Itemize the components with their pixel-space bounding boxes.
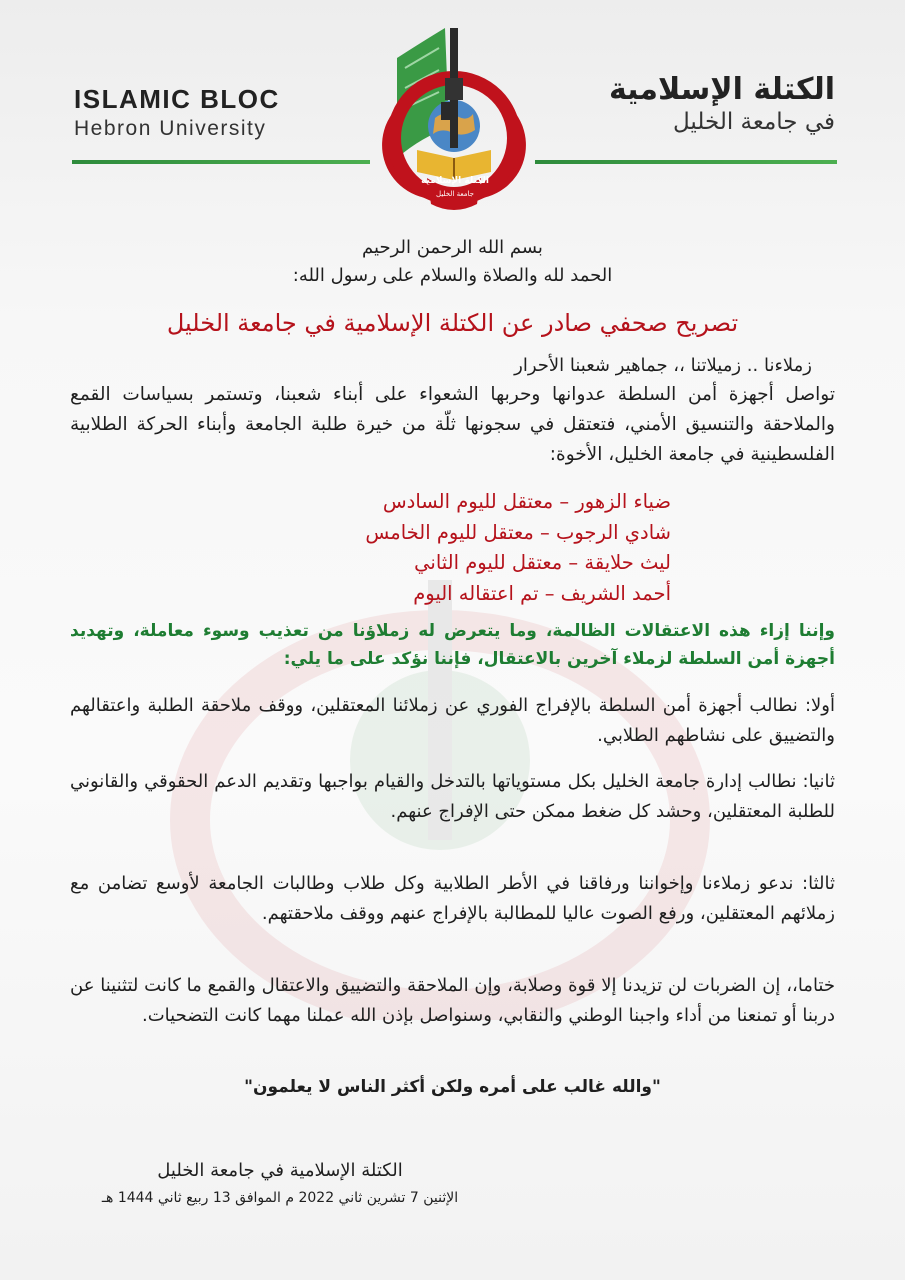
greeting: زملاءنا .. زميلاتنا ،، جماهير شعبنا الأحرار [514,355,812,376]
islamic-bloc-logo [375,18,533,218]
detainees-list [191,487,671,609]
basmala: بسم الله الرحمن الرحيم [362,237,543,258]
header-divider-left [72,160,370,164]
opening-praise: الحمد لله والصلاة والسلام على رسول الله: [292,265,613,286]
point-first: أولا: نطالب أجهزة أمن السلطة بالإفراج الفوري عن زملائنا المعتقلين، ووقف ملاحقة الطلبة واعتقالهم والتضييق على نشاطهم الطلابي. [70,695,835,746]
header-en-subtitle: Hebron University [74,117,267,140]
quran-quote: "والله غالب على أمره ولكن أكثر الناس لا يعلمون" [244,1077,661,1097]
statement-title: تصريح صحفي صادر عن الكتلة الإسلامية في جامعة الخليل [166,309,739,337]
signature-org: الكتلة الإسلامية في جامعة الخليل [157,1160,403,1181]
detainee-item: شادي الرجوب – معتقل لليوم الخامس [365,520,671,544]
signature-date: الإثنين 7 تشرين ثاني 2022 م الموافق 13 ربيع ثاني 1444 هـ [101,1190,459,1206]
header-en-title: ISLAMIC BLOC [74,84,280,114]
intro-paragraph: تواصل أجهزة أمن السلطة عدوانها وحربها الشعواء على أبناء شعبنا، وتستمر بسياسات القمع والملاحقة والتنسيق الأمني، فتعتقل في سجونها ثلّة من خيرة طلبة الجامعة وأبناء الحركة الطلابية الفلسطينية في جامعة الخليل، الأخوة: [70,384,835,465]
logo-text: الكتلة الإسلامية [421,176,489,186]
header-arabic [515,72,835,135]
detainee-item: ضياء الزهور – معتقل لليوم السادس [382,490,671,513]
header-divider-right [535,160,837,164]
detainee-item: ليث حلايقة – معتقل لليوم الثاني [414,551,671,574]
point-third: ثالثا: ندعو زملاءنا وإخواننا ورفاقنا في الأطر الطلابية وكل طلاب وطالبات الجامعة لأوسع تضامن مع زملائهم المعتقلين، ورفع الصوت عاليا للمطالبة بالإفراج عنهم ووقف ملاحقتهم. [70,873,835,924]
detainee-item: أحمد الشريف – تم اعتقاله اليوم [413,581,671,605]
closing-paragraph: ختاما،، إن الضربات لن تزيدنا إلا قوة وصلابة، وإن الملاحقة والتضييق والاعتقال والقمع ما كانت لتثنينا عن دربنا أو تمنعنا من أداء واجبنا الوطني والنقابي، وسنواصل بإذن الله عملنا مهما كانت التضحيات. [70,975,835,1026]
stance-paragraph: وإننا إزاء هذه الاعتقالات الظالمة، وما يتعرض له زملاؤنا من تعذيب وسوء معاملة، وتهديد أجهزة أمن السلطة لزملاء آخرين بالاعتقال، فإننا نؤكد على ما يلي: [70,621,835,669]
logo-subtext: جامعة الخليل [436,190,474,198]
header-ar-title: الكتلة الإسلامية [608,72,835,107]
point-second: ثانيا: نطالب إدارة جامعة الخليل بكل مستوياتها بالتدخل والقيام بواجبها وتقديم الدعم الحقوقي والقانوني للطلبة المعتقلين، وحشد كل ضغط ممكن حتى الإفراج عنهم. [70,771,835,822]
header-english [74,84,374,141]
header-ar-subtitle: في جامعة الخليل [673,109,835,135]
